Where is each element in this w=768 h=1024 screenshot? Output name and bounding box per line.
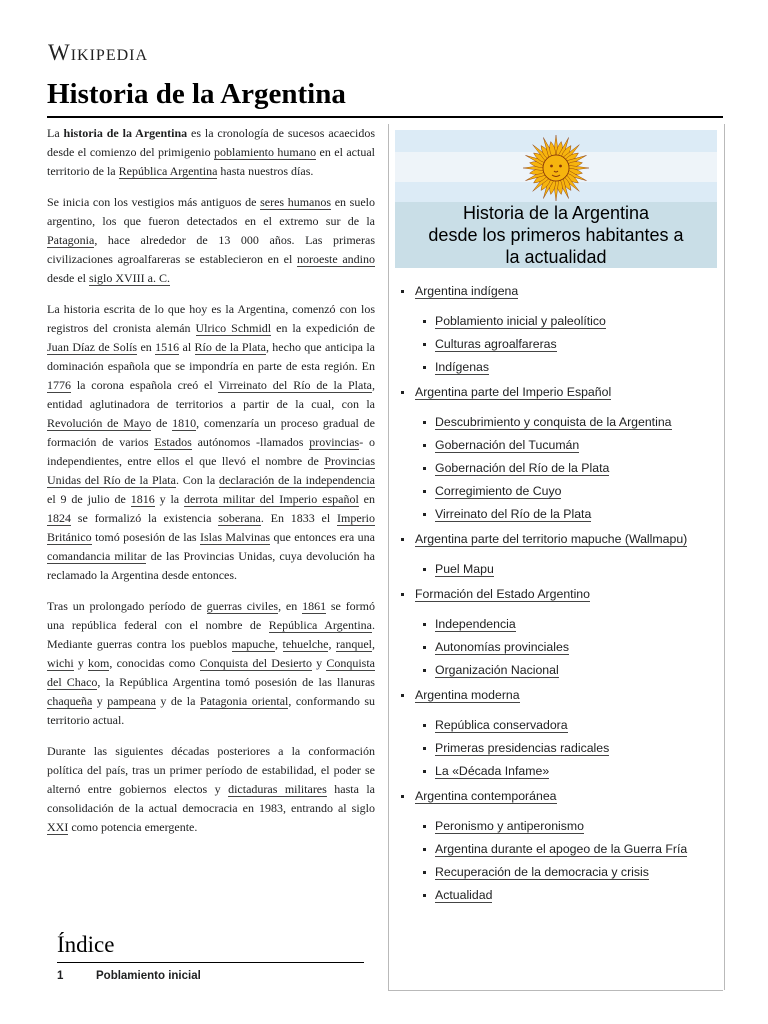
navbox-section-link[interactable]: Argentina indígena [415, 284, 519, 298]
navbox-sublink[interactable]: Culturas agroalfareras [435, 337, 557, 351]
article-link[interactable]: 1776 [47, 378, 71, 392]
article-link[interactable]: seres humanos [260, 195, 332, 209]
bullet-icon [423, 421, 426, 424]
navbox-title-line: Historia de la Argentina [462, 203, 650, 223]
bullet-icon [423, 568, 426, 571]
navbox-section-item[interactable] [401, 530, 721, 560]
bullet-icon [423, 669, 426, 672]
navbox-section [401, 282, 721, 381]
text-run: , [328, 637, 337, 651]
article-link[interactable]: Virreinato del Río de la Plata [218, 378, 372, 392]
article-link[interactable]: Imperio Británico [47, 511, 375, 544]
navbox-section [401, 530, 721, 583]
article-link[interactable]: chaqueña [47, 694, 93, 708]
navbox-title-line: la actualidad [505, 247, 607, 267]
text-run: el 9 de julio de [47, 492, 131, 506]
navbox-section-item[interactable] [401, 686, 721, 716]
bullet-icon [423, 825, 426, 828]
navbox-subitem[interactable] [401, 762, 721, 785]
article-link[interactable]: Provincias Unidas del Río de la Plata [47, 454, 375, 487]
navbox-subitem[interactable] [401, 638, 721, 661]
text-run: , la República Argentina tomó posesión de las llanuras [97, 675, 375, 689]
article-link[interactable]: Río de la Plata [194, 340, 266, 354]
navbox-sublink[interactable]: Gobernación del Río de la Plata [435, 461, 610, 475]
bullet-icon [423, 646, 426, 649]
text-run: Durante las siguientes décadas posteriores a la conformación política del país, tras un primer período de estabilidad, el poder se alternó entre gobiernos electos y [47, 744, 375, 796]
paragraph [47, 124, 375, 181]
bullet-icon [423, 770, 426, 773]
article-link[interactable]: Estados [154, 435, 192, 449]
article-link[interactable]: poblamiento humano [214, 145, 317, 159]
bullet-icon [423, 894, 426, 897]
bullet-icon [423, 848, 426, 851]
article-link[interactable]: dictaduras militares [228, 782, 327, 796]
navbox-subitem[interactable] [401, 615, 721, 638]
text-run: - o independientes, entre ellos el que llevó el nombre de [47, 435, 376, 468]
sun-of-may-icon [520, 132, 592, 204]
text-run: hasta la consolidación de la actual democracia en 1983, entrando al siglo [47, 782, 375, 815]
article-link[interactable]: Patagonia [47, 233, 95, 247]
article-link[interactable]: 1824 [47, 511, 71, 525]
navbox-subitem[interactable] [401, 335, 721, 358]
text-run: que entonces era una [270, 530, 375, 544]
navbox-sublink[interactable]: Puel Mapu [435, 562, 494, 576]
navbox-subitem[interactable] [401, 482, 721, 505]
article-link[interactable]: Ulrico Schmidl [195, 321, 272, 335]
text-run: al [179, 340, 195, 354]
paragraph [47, 193, 375, 288]
article-link[interactable]: siglo XVIII a. C. [88, 271, 170, 285]
navbox-subitem[interactable] [401, 739, 721, 762]
text-run: se formó una república federal con el nombre de [47, 599, 376, 632]
text-run: como potencia emergente. [68, 820, 198, 834]
bullet-icon [423, 490, 426, 493]
navbox-sublink[interactable]: Argentina durante el apogeo de la Guerra Fría [435, 842, 688, 856]
bullet-icon [401, 290, 404, 293]
article-link[interactable]: 1816 [130, 492, 155, 506]
navbox-list [401, 282, 721, 911]
bullet-icon [423, 366, 426, 369]
navbox-title-line: desde los primeros habitantes a [428, 225, 684, 245]
text-run: de [151, 416, 173, 430]
navbox-subitem[interactable] [401, 863, 721, 886]
text-run: , hace alrededor de 13 000 años. Las primeras civilizaciones agroalfareras se establecieron en el [47, 233, 375, 266]
navbox-subitem[interactable] [401, 840, 721, 863]
bullet-icon [401, 795, 404, 798]
navbox-subitem[interactable] [401, 560, 721, 583]
bullet-icon [423, 623, 426, 626]
paragraph [47, 742, 375, 837]
article-link[interactable]: pampeana [107, 694, 156, 708]
text-run: desde el [47, 271, 89, 285]
bullet-icon [423, 320, 426, 323]
article-link[interactable]: 1861 [302, 599, 327, 613]
navbox-section-link[interactable]: Argentina parte del Imperio Español [415, 385, 612, 399]
text-run: y [311, 656, 327, 670]
navbox-section [401, 585, 721, 684]
bullet-icon [423, 747, 426, 750]
text-run: en el actual territorio de la [47, 145, 375, 178]
text-run: en [137, 340, 156, 354]
text-run: tomó posesión de las [91, 530, 201, 544]
text-run: la corona española creó el [71, 378, 219, 392]
text-run: . Mediante guerras contra los pueblos [47, 618, 375, 651]
bullet-icon [423, 871, 426, 874]
navbox-subitem[interactable] [401, 886, 721, 909]
wikipedia-wordmark[interactable]: Wikipedia [48, 40, 149, 65]
page-title: Historia de la Argentina [47, 78, 346, 110]
navbox-subitem[interactable] [401, 459, 721, 482]
text-run: . En 1833 el [260, 511, 337, 525]
navbox-section-link[interactable]: Formación del Estado Argentino [415, 587, 590, 601]
navbox-subitem[interactable] [401, 661, 721, 684]
text-run: Tras un prolongado período de [47, 599, 207, 613]
navbox-section [401, 383, 721, 528]
text-run: Se inicia con los vestigios más antiguos de [47, 195, 261, 209]
article-link[interactable]: Patagonia oriental [199, 694, 289, 708]
navbox-section-item[interactable] [401, 787, 721, 817]
article-link[interactable]: República Argentina [268, 618, 372, 632]
index-entry-label[interactable]: Poblamiento inicial [96, 970, 201, 982]
navbox-sublink[interactable]: La «Década Infame» [435, 764, 550, 778]
navbox-sublink[interactable]: Poblamiento inicial y paleolítico [435, 314, 606, 328]
navbox-sublink[interactable]: Independencia [435, 617, 516, 631]
navbox-sublink[interactable]: Virreinato del Río de la Plata [435, 507, 592, 521]
article-link[interactable]: wichi [47, 656, 74, 670]
text-run: de las Provincias Unidas, cuya devolución ha reclamado la Argentina desde entonces. [47, 549, 375, 582]
navbox-subitem[interactable] [401, 358, 721, 381]
article-link[interactable]: Conquista del Chaco [47, 656, 375, 689]
title-divider [47, 116, 723, 118]
navbox-sublink[interactable]: Primeras presidencias radicales [435, 741, 610, 755]
article-link[interactable]: Islas Malvinas [200, 530, 271, 544]
bullet-icon [401, 694, 404, 697]
paragraph [47, 597, 375, 730]
article-link[interactable]: Conquista del Desierto [199, 656, 312, 670]
navbox-sublink[interactable]: Autonomías provinciales [435, 640, 569, 654]
navbox-section-item[interactable] [401, 282, 721, 312]
navbox-section-link[interactable]: Argentina contemporánea [415, 789, 557, 803]
article-body [47, 124, 375, 849]
bullet-icon [401, 538, 404, 541]
navbox-sublink[interactable]: Actualidad [435, 888, 493, 902]
paragraph [47, 300, 375, 585]
bullet-icon [423, 467, 426, 470]
article-link[interactable]: mapuche [231, 637, 275, 651]
navbox-sublink[interactable]: Corregimiento de Cuyo [435, 484, 562, 498]
article-link[interactable]: noroeste andino [297, 252, 375, 266]
text-run: y [73, 656, 89, 670]
navbox-subitem[interactable] [401, 817, 721, 840]
bullet-icon [423, 724, 426, 727]
navbox-section-item[interactable] [401, 585, 721, 615]
text-run: , hecho que anticipa la dominación española que se impondría en parte de esta región. En [47, 340, 375, 373]
index-entry-number: 1 [57, 970, 64, 982]
navbox-section [401, 787, 721, 909]
article-link[interactable]: soberana [218, 511, 261, 525]
article-link[interactable]: derrota militar del Imperio español [184, 492, 359, 506]
navbox-section-link[interactable]: Argentina parte del territorio mapuche (Wallmapu) [415, 532, 688, 546]
navbox-sublink[interactable]: Descubrimiento y conquista de la Argentina [435, 415, 672, 429]
text-run: La [47, 126, 64, 140]
text-run: , [372, 637, 376, 651]
bullet-icon [423, 343, 426, 346]
bold-term: historia de la Argentina [63, 126, 188, 140]
article-link[interactable]: declaración de la independencia [219, 473, 375, 487]
text-run: , conformando su territorio actual. [47, 694, 375, 727]
text-run: en [358, 492, 375, 506]
bullet-icon [423, 444, 426, 447]
navbox-section-link[interactable]: Argentina moderna [415, 688, 520, 702]
text-run: , conocidas como [109, 656, 200, 670]
bullet-icon [401, 391, 404, 394]
article-link[interactable]: provincias [309, 435, 360, 449]
text-run: y la [154, 492, 184, 506]
navbox-section-item[interactable] [401, 383, 721, 413]
text-run: en suelo argentino, los que fueron detectados en el extremo sur de la [47, 195, 375, 228]
navbox-sublink[interactable]: Recuperación de la democracia y crisis [435, 865, 649, 879]
bullet-icon [423, 513, 426, 516]
text-run: es la cronología de sucesos acaecidos desde el comienzo del primigenio [47, 126, 375, 159]
text-run: y [92, 694, 108, 708]
navbox-subitem[interactable] [401, 505, 721, 528]
article-link[interactable]: XXI [47, 820, 69, 834]
navbox-section [401, 686, 721, 785]
article-link[interactable]: Revolución de Mayo [47, 416, 152, 430]
article-link[interactable]: Juan Díaz de Solís [47, 340, 138, 354]
article-link[interactable]: ranquel [336, 637, 373, 651]
article-link[interactable]: República Argentina [118, 164, 218, 178]
text-run: en la expedición de [271, 321, 375, 335]
article-link[interactable]: kom [88, 656, 110, 670]
bullet-icon [401, 593, 404, 596]
navbox-title [395, 202, 717, 268]
article-link[interactable]: 1810 [172, 416, 197, 430]
article-link[interactable]: comandancia militar [47, 549, 147, 563]
text-run: , comenzaría un proceso gradual de formación de varios [47, 416, 376, 449]
navbox-sublink[interactable]: Peronismo y antiperonismo [435, 819, 584, 833]
index-heading: Índice [57, 932, 115, 957]
article-link[interactable]: guerras civiles [206, 599, 279, 613]
navbox-sublink[interactable]: República conservadora [435, 718, 568, 732]
navbox-sublink[interactable]: Indígenas [435, 360, 490, 374]
navbox-sublink[interactable]: Gobernación del Tucumán [435, 438, 580, 452]
text-run: y de la [155, 694, 200, 708]
text-run: , en [278, 599, 303, 613]
text-run: autónomos -llamados [191, 435, 310, 449]
navbox-subitem[interactable] [401, 436, 721, 459]
history-navbox [388, 124, 725, 990]
text-run: . Con la [175, 473, 220, 487]
navbox-subitem[interactable] [401, 312, 721, 335]
text-run: La historia escrita de lo que hoy es la Argentina, comenzó con los registros del cronista alemán [47, 302, 375, 335]
text-run: , [274, 637, 283, 651]
navbox-subitem[interactable] [401, 716, 721, 739]
article-link[interactable]: tehuelche [282, 637, 329, 651]
index-divider [57, 962, 364, 963]
flag-image [395, 130, 717, 204]
text-run: hasta nuestros días. [217, 164, 314, 178]
navbox-sublink[interactable]: Organización Nacional [435, 663, 559, 677]
navbox-bottom-border [388, 990, 723, 991]
navbox-subitem[interactable] [401, 413, 721, 436]
article-link[interactable]: 1516 [155, 340, 180, 354]
text-run: se formalizó la existencia [71, 511, 219, 525]
text-run: , entidad aglutinadora de territorios a partir de la cual, con la [47, 378, 375, 411]
